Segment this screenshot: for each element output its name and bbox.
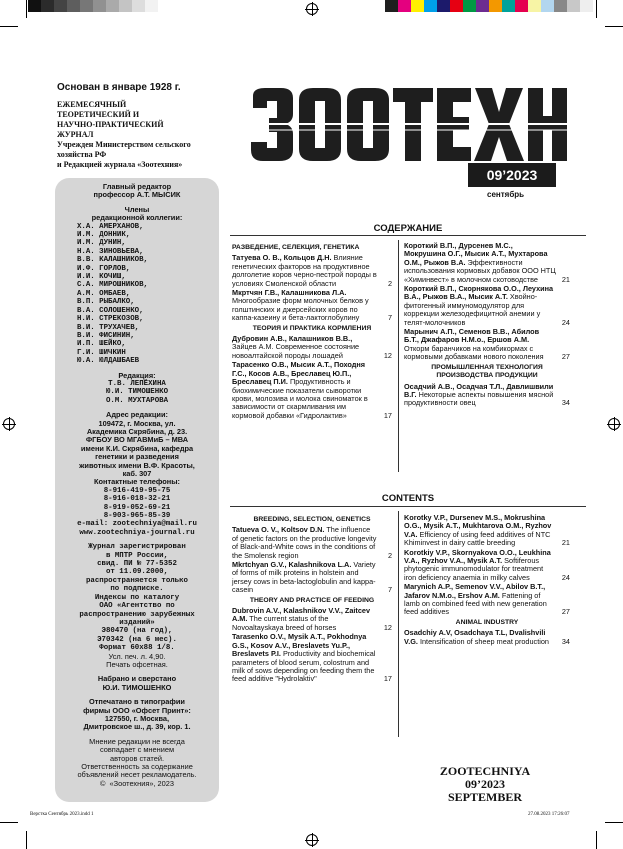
toc-entry[interactable] (404, 242, 570, 284)
toc-entry-authors: Korotkiy V.P., Skornyakova O.O., Leukhina V.A., Ryzhov V.A., Mysik A.T. (404, 547, 551, 566)
toc-entry-authors: Короткий В.П., Скорнякова О.О., Леухина В.А., Рыжов В.А., Мысик А.Т. (404, 284, 554, 302)
board-member: Н.А. ЗИНОВЬЕВА, (77, 247, 144, 256)
toc-entry[interactable] (404, 514, 570, 548)
registration-line: Журнал зарегистрирован (88, 543, 186, 552)
board-member: В.А. СОЛОШЕНКО, (77, 306, 144, 315)
toc-entry-page: 27 (561, 607, 570, 617)
printing-line: Отпечатано в типографии (89, 697, 185, 707)
toc-ru-title: СОДЕРЖАНИЕ (373, 223, 443, 234)
address-block (55, 411, 219, 478)
toc-entry-title: Откорм баранчиков на комбикормах с кормовыми добавками нового поколения (404, 343, 544, 362)
registration-mark-icon (306, 834, 318, 846)
address-line: генетики и разведения (95, 452, 179, 462)
registration-line: Э70342 (на 6 мес). (97, 635, 177, 644)
board-list (55, 223, 219, 366)
toc-entry-title: The current status of the Novoaltayskaya breed of horses (232, 614, 337, 632)
board-member: В.И. ФИСИНИН, (77, 331, 135, 340)
gray-calibration-bar (28, 0, 158, 12)
date-slug: 27.08.2023 17:26:07 (528, 812, 570, 817)
journal-logo (249, 88, 587, 161)
print-info-line: Усл. печ. л. 4,90. (108, 651, 166, 661)
toc-entry-page: 34 (561, 636, 570, 646)
toc-entry-title: Хвойно-фитогенный иммуномодулятор для коррекции железодефицитной анемии у телят-молочников (404, 292, 541, 327)
board-member: Н.И. СТРЕКОЗОВ, (77, 315, 144, 324)
toc-ru-divider (398, 240, 399, 472)
toc-entry[interactable] (232, 254, 392, 288)
toc-entry[interactable] (232, 633, 392, 683)
toc-entry-authors: Мкртчян Г.В., Калашникова Л.А. (232, 288, 347, 298)
address-line: ФГБОУ ВО МГАВМиБ – МВА (85, 435, 189, 445)
disclaimer-line: объявлений несет рекламодатель. (77, 770, 197, 780)
color-swatch (515, 0, 528, 12)
registration-mark-icon (306, 3, 318, 15)
toc-entry-page: 7 (387, 585, 392, 595)
toc-entry[interactable] (404, 583, 570, 617)
description-line: ЕЖЕМЕСЯЧНЫЙ (57, 100, 127, 109)
color-swatch (411, 0, 424, 12)
address-line: имени К.И. Скрябина, кафедра (80, 443, 194, 453)
issue-month: сентябрь (487, 190, 525, 199)
editor-name: Ю.И. ТИМОШЕНКО (105, 388, 169, 397)
color-swatch (437, 0, 450, 12)
publication-description (57, 100, 212, 170)
toc-section-heading: BREEDING, SELECTION, GENETICS (253, 516, 371, 523)
address-line: животных имени В.Ф. Красоты, (79, 460, 195, 470)
description-line: НАУЧНО-ПРАКТИЧЕСКИЙ (57, 120, 164, 129)
toc-entry-authors: Marynich A.P., Semenov V.V., Abilov B.T., Jafarov N.M.o., Ershov A.M. (404, 582, 546, 600)
phone-number: 8-919-052-69-21 (103, 503, 171, 512)
color-calibration-bar (385, 0, 593, 12)
board-member: В.П. РЫБАЛКО, (77, 298, 135, 307)
issue-number: 09’2023 (468, 163, 556, 187)
toc-section-heading: ТЕОРИЯ И ПРАКТИКА КОРМЛЕНИЯ (252, 324, 372, 332)
color-swatch (580, 0, 593, 12)
toc-entry-authors: Дубровин А.В., Калашников В.В., (232, 334, 353, 344)
board-member: А.М. ОМБАЕВ, (77, 289, 131, 298)
color-swatch (28, 0, 41, 12)
layout-line: Ю.И. ТИМОШЕНКО (102, 682, 172, 692)
color-swatch (385, 0, 398, 12)
registration-line: в МПТР России, (105, 551, 169, 560)
disclaimer-line: совпадает с мнением (99, 745, 175, 755)
toc-en-right-column (404, 514, 570, 647)
color-swatch (54, 0, 67, 12)
board-member: И.Ф. ГОРЛОВ, (77, 264, 131, 273)
board-member: И.М. ДУНИН, (77, 239, 126, 248)
address-line: Академика Скрябина, д. 23. (86, 426, 188, 436)
color-swatch (502, 0, 515, 12)
toc-entry-page: 17 (383, 674, 392, 684)
crop-mark (596, 831, 597, 849)
board-member: И.И. КОЧИШ, (77, 273, 126, 282)
printing-house (55, 698, 219, 732)
toc-entry-title: Productivity and biochemical parameters of blood serum, colostrum and milk of sows depending on feeding them the feed additive "Hydrolaktiv" (232, 649, 376, 684)
registration-line: изданий» (119, 618, 155, 627)
color-swatch (132, 0, 145, 12)
toc-entry-title: Зайцев А.М. Современное состояние новоалтайской породы лошадей (232, 342, 360, 360)
description-line: ЖУРНАЛ (57, 130, 94, 139)
phone-number: 8-916-419-95-75 (103, 486, 171, 495)
color-swatch (567, 0, 580, 12)
board-member: Г.И. ШИЧКИН (77, 348, 126, 357)
disclaimer-line: авторов статей. (109, 753, 165, 763)
crop-mark (0, 822, 18, 823)
toc-entry-title: The influence of genetic factors on the productive longevity of Black-and-White cows in the conditions of the Smolensk region (232, 525, 377, 560)
toc-entry-page: 7 (387, 313, 392, 323)
toc-en-title: CONTENTS (381, 493, 435, 504)
color-swatch (450, 0, 463, 12)
color-swatch (476, 0, 489, 12)
board-title: Члены (124, 204, 150, 214)
toc-en-rule (230, 506, 586, 507)
chief-editor-title: Главный редактор (102, 182, 172, 191)
print-info (55, 653, 219, 670)
board-subtitle: редакционной коллегии: (91, 213, 183, 223)
registration-mark-icon (3, 418, 15, 430)
color-swatch (106, 0, 119, 12)
file-slug: Верстка Сентябрь 2023.indd 1 (30, 812, 94, 817)
toc-entry-title: Fattening of lamb on combined feed with new generation feed additives (404, 590, 547, 617)
toc-entry-page: 21 (561, 538, 570, 548)
registration-line: по подписке. (110, 585, 164, 594)
toc-entry-page: 24 (561, 317, 570, 327)
print-info-line: Печать офсетная. (106, 659, 168, 669)
color-swatch (489, 0, 502, 12)
toc-entry[interactable] (232, 361, 392, 420)
registration-line: распространяется только (85, 576, 188, 585)
editor-name: О.М. МУХТАРОВА (105, 396, 169, 405)
color-swatch (67, 0, 80, 12)
printing-line: Дмитровское ш., д. 39, кор. 1. (83, 722, 191, 732)
toc-ru-rule (230, 235, 586, 236)
registration-line: Индексы по каталогу (94, 593, 180, 602)
founded-line: Основан в январе 1928 г. (57, 82, 181, 93)
description-line: Учрежден Министерством сельского (57, 140, 191, 149)
toc-entry-page: 17 (383, 410, 392, 420)
toc-section-heading: ПРОМЫШЛЕННАЯ ТЕХНОЛОГИЯ ПРОИЗВОДСТВА ПРОДУКЦИИ (431, 363, 543, 380)
toc-entry[interactable] (232, 289, 392, 323)
toc-entry-authors: Tatueva O. V., Koltsov D.N. (232, 525, 325, 535)
toc-ru-left-column (232, 242, 392, 421)
printing-line: фирмы ООО «Офсет Принт»: (83, 705, 191, 715)
board-member: В.И. ТРУХАЧЕВ, (77, 323, 140, 332)
disclaimer (55, 738, 219, 788)
toc-entry-page: 12 (383, 622, 392, 632)
toc-entry-authors: Korotky V.P., Dursenev M.S., Mokrushina O.G., Mysik A.T., Mukhtarova O.M., Ryzhov V.A. (404, 513, 552, 539)
toc-entry-page: 12 (383, 350, 392, 360)
toc-entry[interactable] (404, 328, 570, 362)
color-swatch (41, 0, 54, 12)
color-swatch (93, 0, 106, 12)
disclaimer-line: Ответственность за содержание (81, 762, 193, 771)
crop-mark (605, 26, 623, 27)
toc-entry[interactable] (404, 629, 570, 646)
layout-line: Набрано и сверстано (97, 674, 177, 684)
toc-entry-title: Variety of forms of milk proteins in holstein and jersey cows in beta-lactoglobulin and kappa-casein (232, 560, 376, 595)
editorial-list (55, 380, 219, 405)
toc-entry-authors: Марынич А.П., Семенов В.В., Абилов Б.Т., Джафаров Н.М.о., Ершов А.М. (404, 327, 540, 345)
toc-entry-title: Эффективности использования кормовых добавок ООО НТЦ «Химинвест» в молочном скотоводстве (404, 257, 556, 284)
address-line: Адрес редакции: (106, 410, 168, 420)
registration-block (55, 543, 219, 652)
layout-credit (55, 675, 219, 692)
toc-entry-authors: Осадчий А.В., Осадчая Т.Л., Давлишвили В.Г. (404, 381, 554, 399)
board-member: С.А. МИРОШНИКОВ, (77, 281, 148, 290)
board-member: В.В. КАЛАШНИКОВ, (77, 256, 148, 265)
color-swatch (119, 0, 132, 12)
color-swatch (145, 0, 158, 12)
toc-entry-authors: Короткий В.П., Дурсенев М.С., Мокрушина О.Г., Мысик А.Т., Мухтарова О.М., Рыжов В.А. (404, 241, 548, 267)
toc-entry-page: 34 (561, 398, 570, 408)
toc-entry-authors: Тарасенко О.В., Мысик А.Т., Походня Г.С., Косов А.В., Бреславец Ю.П., Бреславец П.И. (232, 360, 366, 387)
toc-entry[interactable] (232, 335, 392, 360)
description-line: ТЕОРЕТИЧЕСКИЙ И (57, 110, 140, 119)
toc-entry[interactable] (232, 561, 392, 595)
chief-editor-name: профессор А.Т. МЫСИК (93, 190, 181, 200)
toc-entry[interactable] (404, 549, 570, 583)
description-line: хозяйства РФ (57, 150, 107, 159)
registration-line: свид. ПИ № 77-5352 (97, 560, 177, 569)
disclaimer-line: Мнение редакции не всегда (89, 736, 185, 746)
registration-line: от 11.09.2000, (105, 568, 169, 577)
footer-title-line: 09’2023 (465, 777, 505, 791)
toc-entry-authors: Tarasenko O.V., Mysik A.T., Pokhodnya G.S., Kosov A.V., Breslavets Yu.P., Breslavets P.I. (232, 632, 367, 659)
footer-title-line: SEPTEMBER (447, 790, 522, 804)
toc-entry-title: Многообразие форм молочных белков у голштинских и джерсейских коров по каппа-казеину и бета-лактоглобулину (232, 296, 369, 323)
toc-en-divider (398, 511, 399, 737)
registration-line: распространению зарубежных (79, 610, 195, 619)
toc-entry-authors: Osadchiy A.V, Osadchaya T.L, Dvalishvili V.G. (404, 628, 546, 646)
color-swatch (80, 0, 93, 12)
description-line: и Редакцией журнала «Зоотехния» (57, 160, 183, 169)
color-swatch (541, 0, 554, 12)
footer-title-line: ZOOTECHNIYA (439, 764, 531, 778)
crop-mark (596, 0, 597, 18)
toc-entry-page: 2 (387, 550, 392, 560)
crop-mark (0, 26, 18, 27)
toc-ru-right-column (404, 242, 570, 409)
color-swatch (424, 0, 437, 12)
phones-list (55, 487, 219, 521)
registration-line: Э80470 (на год), (101, 627, 173, 636)
toc-entry-title: Влияние генетических факторов на продуктивное долголетие коров черно-пестрой породы в условиях Смоленской области (232, 253, 377, 288)
registration-mark-icon (608, 418, 620, 430)
address-line: каб. 307 (122, 469, 152, 478)
color-swatch (528, 0, 541, 12)
toc-section-heading: ANIMAL INDUSTRY (455, 618, 519, 626)
toc-entry-title: Intensification of sheep meat production (417, 636, 549, 646)
toc-entry-title: Некоторые аспекты повышения мясной продуктивности овец (404, 389, 554, 408)
board-member: И.М. ДОННИК, (77, 231, 131, 240)
toc-entry-page: 27 (561, 352, 570, 362)
color-swatch (398, 0, 411, 12)
disclaimer-line: © «Зоотехния», 2023 (100, 778, 174, 788)
toc-entry-page: 24 (561, 572, 570, 582)
toc-en-left-column (232, 514, 392, 685)
english-journal-title (430, 765, 540, 804)
toc-entry-page: 21 (561, 274, 570, 284)
editor-name: Т.В. ЛЕПЁХИНА (108, 379, 166, 388)
registration-line: Формат 60х88 1/8. (99, 644, 175, 653)
editorial-sidebar (55, 178, 219, 802)
board-member: Ю.А. ЮЛДАШБАЕВ (77, 357, 140, 366)
registration-line: ОАО «Агентство по (99, 602, 175, 611)
toc-entry-title: Продуктивность и биохимические показатели сыворотки крови, молозива и молока свиноматок в зависимости от скармливания им кормовой добавки «Гидролактив» (232, 377, 368, 420)
board-member: Х.А. АМЕРХАНОВ, (77, 222, 144, 231)
toc-entry-authors: Mkrtchyan G.V., Kalashnikova L.A. (232, 560, 352, 570)
crop-mark (605, 822, 623, 823)
toc-entry-title: Softiferous phytogenic immunomodulator for treatment iron deficiency anaemia in milky calves (404, 556, 544, 582)
toc-entry[interactable] (404, 383, 570, 408)
crop-mark (26, 831, 27, 849)
toc-entry-authors: Dubrovin A.V., Kalashnikov V.V., Zaitcev A.M. (232, 606, 371, 624)
color-swatch (554, 0, 567, 12)
board-member: И.П. ШЕЙКО, (77, 340, 126, 349)
printing-line: 127550, г. Москва, (104, 713, 170, 723)
toc-section-heading: РАЗВЕДЕНИЕ, СЕЛЕКЦИЯ, ГЕНЕТИКА (232, 244, 360, 251)
toc-entry[interactable] (232, 607, 392, 632)
color-swatch (463, 0, 476, 12)
phones-title: Контактные телефоны: (93, 477, 181, 487)
toc-entry[interactable] (232, 526, 392, 560)
toc-section-heading: THEORY AND PRACTICE OF FEEDING (249, 596, 375, 604)
phone-number: 8-903-965-85-39 (103, 512, 171, 521)
toc-entry[interactable] (404, 285, 570, 327)
toc-entry-page: 2 (387, 278, 392, 288)
phone-number: 8-916-018-32-21 (103, 495, 171, 504)
toc-entry-authors: Татуева О. В., Кольцов Д.Н. (232, 253, 332, 263)
toc-entry-title: Efficiency of using feed additives of NTC Khiminvest in dairy cattle breeding (404, 529, 551, 548)
address-line: 109472, г. Москва, ул. (98, 418, 176, 428)
website-link[interactable]: www.zootechniya-journal.ru (79, 528, 195, 537)
email-link[interactable]: e-mail: zootechniya@mail.ru (77, 520, 197, 529)
editorial-title: Редакция: (118, 370, 156, 380)
crop-mark (26, 0, 27, 18)
